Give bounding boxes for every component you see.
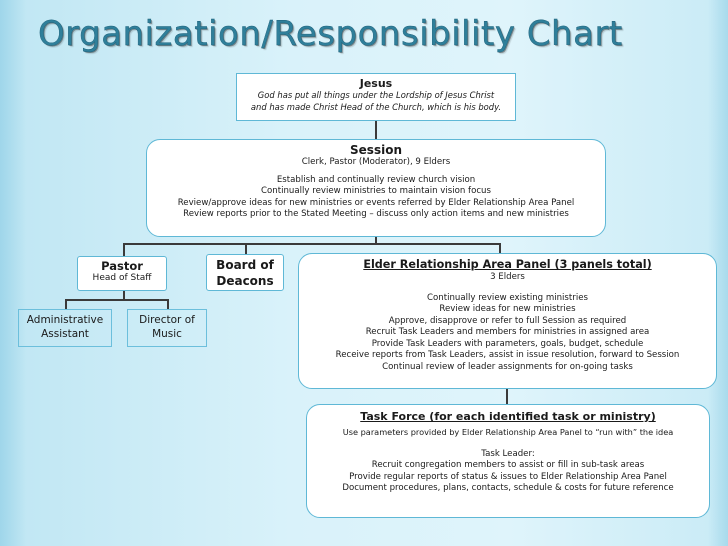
administrative-assistant-box [18,309,112,347]
elder-panel-box [298,253,717,389]
pastor-subtitle: Head of Staff [92,273,152,283]
elder-panel-duty-1: Continually review existing ministries [427,292,588,303]
task-leader-label: Task Leader: [481,448,535,459]
task-force-duty-2: Provide regular reports of status & issues to Elder Relationship Area Panel [349,471,667,482]
elder-panel-duty-4: Recruit Task Leaders and members for ministries in assigned area [365,327,650,337]
elder-panel-duty-3: Approve, disapprove or refer to full Session as required [388,315,627,326]
session-duty-3: Review/approve ideas for new ministries or events referred by Elder Relationship Area Panel [177,197,575,208]
elder-panel-duty-2: Review ideas for new ministries [439,304,576,314]
jesus-line-1: God has put all things under the Lordship of Jesus Christ [257,90,495,100]
session-duty-4: Review reports prior to the Stated Meeting – discuss only action items and new ministries [183,209,569,219]
task-force-intro: Use parameters provided by Elder Relationship Area Panel to “run with” the idea [342,427,674,437]
elder-panel-duty-7: Continual review of leader assignments for on-going tasks [382,361,633,372]
connector-deacons-drop [245,243,247,254]
connector-horizontal-bus [123,243,500,245]
elder-panel-duty-6: Receive reports from Task Leaders, assist in issue resolution, forward to Session [335,350,680,360]
task-force-box [306,404,710,518]
admin-line-1: Administrative [26,314,104,326]
jesus-heading: Jesus [359,77,393,90]
session-heading: Session [350,143,402,157]
jesus-box [236,73,516,121]
music-line-2: Music [152,328,182,340]
connector-jesus-session [375,121,377,140]
left-edge-shade [0,0,26,546]
deacons-line-1: Board of [216,258,274,272]
pastor-box [77,256,167,291]
task-force-duty-3: Document procedures, plans, contacts, schedule & costs for future reference [342,483,674,493]
elder-panel-heading: Elder Relationship Area Panel (3 panels total) [363,258,652,271]
task-force-heading: Task Force (for each identified task or ministry) [360,410,656,423]
session-members: Clerk, Pastor (Moderator), 9 Elders [301,157,451,167]
music-line-1: Director of [139,314,195,326]
director-of-music-box [127,309,207,347]
chart-title: Organization/Responsibility Chart [38,14,623,54]
connector-pastor-staff [123,291,125,299]
elder-panel-members: 3 Elders [490,272,525,282]
deacons-line-2: Deacons [216,274,274,288]
session-duty-1: Establish and continually review church vision [276,174,476,185]
connector-elder-taskforce [506,388,508,405]
deacons-box [206,254,284,291]
task-force-duty-1: Recruit congregation members to assist or fill in sub-task areas [371,460,645,470]
session-box [146,139,606,237]
connector-staff-bus [65,299,168,301]
session-duty-2: Continually review ministries to maintain vision focus [261,186,491,196]
elder-panel-duty-5: Provide Task Leaders with parameters, goals, budget, schedule [371,338,644,349]
jesus-line-2: and has made Christ Head of the Church, which is his body. [250,101,502,112]
admin-line-2: Assistant [41,328,89,340]
connector-pastor-drop [123,243,125,257]
pastor-heading: Pastor [101,259,143,273]
